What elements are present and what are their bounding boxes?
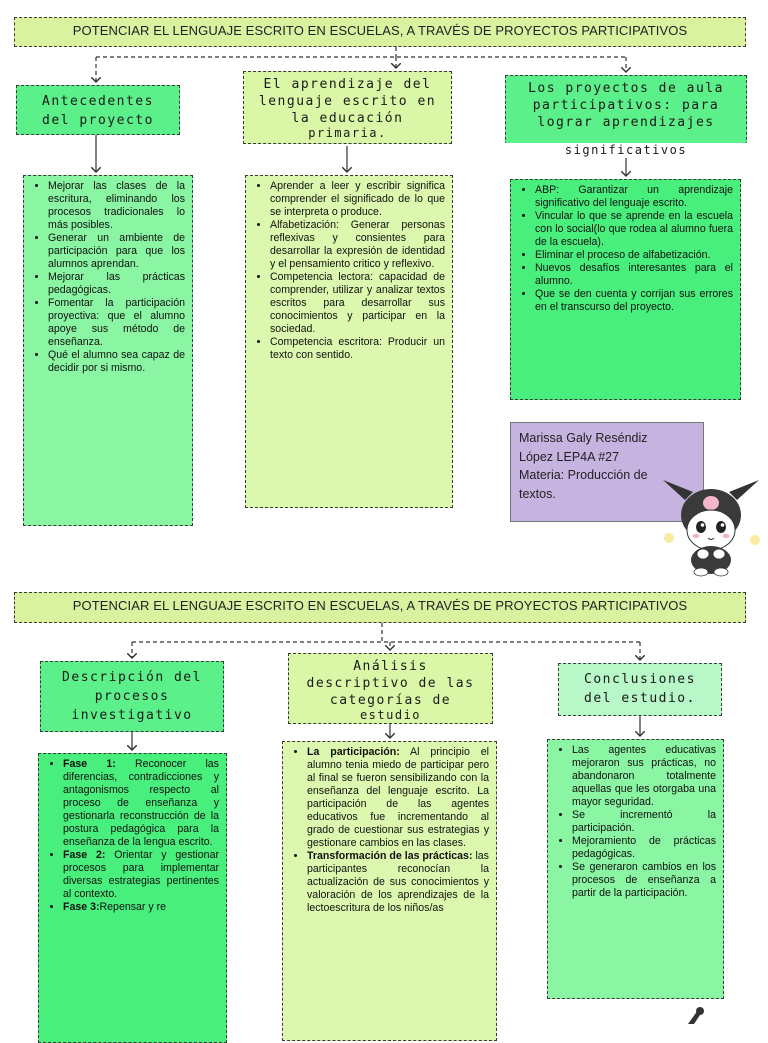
antecedentes-list xyxy=(30,180,185,375)
descripcion-list xyxy=(45,758,219,914)
list-item: • ABP: Garantizar un aprendizaje significativo del lenguaje escrito. xyxy=(535,184,733,210)
proyectos-header-line: lograr aprendizajes xyxy=(537,115,715,130)
top-title: POTENCIAR EL LENGUAJE ESCRITO EN ESCUELAS, A TRAVÉS DE PROYECTOS PARTICIPATIVOS xyxy=(72,23,688,38)
descripcion-header xyxy=(40,661,224,732)
antecedentes-header-line: del proyecto xyxy=(42,113,154,128)
list-item: • Nuevos desafíos interesantes para el alumno. xyxy=(535,262,733,288)
antecedentes-header-line: Antecedentes xyxy=(42,94,154,109)
conclusiones-box xyxy=(547,739,724,999)
category-text: Al principio el alumno tenia miedo de participar pero al final se fueron sensibilizando con la enseñanza del lenguaje escrito. La participación de las agentes educativos fue incrementando al grado de cuestionar sus estrategias y gestionare cambios en las clases. xyxy=(307,746,489,849)
aprendizaje-header-line: primaria. xyxy=(308,126,387,140)
list-item: • Competencia escritora: Producir un texto con sentido. xyxy=(270,336,445,362)
list-item: • Mejorar las prácticas pedagógicas. xyxy=(48,271,185,297)
fase-label: Fase 3: xyxy=(63,901,100,913)
list-item xyxy=(63,901,219,914)
aprendizaje-header-line: lenguaje escrito en xyxy=(258,94,437,109)
list-item: • Qué el alumno sea capaz de decidir por si mismo. xyxy=(48,349,185,375)
list-item: • Que se den cuenta y corrijan sus errores en el transcurso del proyecto. xyxy=(535,288,733,314)
author-line: textos. xyxy=(519,486,556,501)
list-item: • Eliminar el proceso de alfabetización. xyxy=(535,249,733,262)
category-label: La participación: xyxy=(307,746,400,758)
proyectos-header-overflow: significativos xyxy=(505,143,747,158)
aprendizaje-header xyxy=(243,71,452,144)
analisis-header xyxy=(288,653,493,724)
conclusiones-header xyxy=(558,663,722,716)
aprendizaje-box xyxy=(245,175,453,508)
list-item: • Las agentes educativas mejoraron sus prácticas, no abandonaron totalmente aquellas que les otorgaba una mayor seguridad. xyxy=(572,744,716,809)
conclusiones-list xyxy=(554,744,716,900)
fase-label: Fase 2: xyxy=(63,849,106,861)
proyectos-box xyxy=(510,179,741,400)
descripcion-header-line: investigativo xyxy=(71,708,193,723)
list-item: • Mejorar las clases de la escritura, eliminando los procesos tradicionales lo más posibles. xyxy=(48,180,185,232)
aprendizaje-header-line: El aprendizaje del xyxy=(263,77,432,92)
conclusiones-header-line: del estudio. xyxy=(584,691,696,706)
proyectos-header-line: participativos: para xyxy=(532,98,720,113)
proyectos-list xyxy=(517,184,733,314)
list-item: • Mejoramiento de prácticas pedagógicas. xyxy=(572,835,716,861)
antecedentes-box xyxy=(23,175,193,526)
author-line: Marissa Galy Reséndiz xyxy=(519,431,648,445)
analisis-header-line: categorías de xyxy=(329,693,452,708)
list-item: • Aprender a leer y escribir significa comprender el significado de lo que se interpreta o produce. xyxy=(270,180,445,219)
list-item: • Alfabetización: Generar personas reflexivas y consientes para desarrollar la expresión de identidad y el pensamiento critico y reflexivo. xyxy=(270,219,445,271)
list-item: • Generar un ambiente de participación para que los alumnos aprendan. xyxy=(48,232,185,271)
list-item: • Competencia lectora: capacidad de comprender, utilizar y analizar textos escritos para desarrollar sus conocimientos y participar en la sociedad. xyxy=(270,271,445,336)
analisis-box xyxy=(282,741,497,1041)
top-title-bar xyxy=(14,17,746,47)
conclusiones-header-line: Conclusiones xyxy=(584,672,696,687)
proyectos-header xyxy=(505,75,747,145)
analisis-header-line: estudio xyxy=(359,708,422,722)
list-item xyxy=(63,849,219,901)
aprendizaje-list xyxy=(252,180,445,362)
antecedentes-header xyxy=(16,85,180,135)
category-label: Transformación de las prácticas: xyxy=(307,850,473,862)
analisis-header-line: descriptivo de las xyxy=(306,676,475,691)
descripcion-box xyxy=(38,753,227,1043)
fase-label: Fase 1: xyxy=(63,758,116,770)
descripcion-header-line: procesos xyxy=(94,689,170,704)
mascot-partial-icon xyxy=(680,1004,710,1024)
bottom-title-bar xyxy=(14,592,746,623)
list-item xyxy=(307,850,489,915)
mascot-character-icon xyxy=(655,470,767,582)
list-item xyxy=(307,746,489,850)
fase-text: Repensar y re xyxy=(99,901,167,913)
author-line: López LEP4A #27 xyxy=(519,449,620,464)
author-line: Materia: Producción de xyxy=(519,468,648,482)
descripcion-header-line: Descripción del xyxy=(62,670,202,685)
list-item: • Vincular lo que se aprende en la escuela con lo social(lo que rodea al alumno fuera de la escuela). xyxy=(535,210,733,249)
analisis-list xyxy=(289,746,489,915)
category-text: las participantes reconocían la actualización de sus conocimientos y valoración de los aprendizajes de la lectoescritura de los niños/as xyxy=(307,850,489,914)
list-item: • Se generaron cambios en los procesos de enseñanza a partir de la participación. xyxy=(572,861,716,900)
analisis-header-line: Análisis xyxy=(353,659,428,674)
bottom-title: POTENCIAR EL LENGUAJE ESCRITO EN ESCUELAS, A TRAVÉS DE PROYECTOS PARTICIPATIVOS xyxy=(72,598,688,613)
list-item: • Fomentar la participación proyectiva: que el alumno apoye sus método de enseñanza. xyxy=(48,297,185,349)
list-item: • Se incrementó la participación. xyxy=(572,809,716,835)
fase-text: Orientar y gestionar procesos para implementar diversas estrategias pertinentes al contexto. xyxy=(63,849,219,900)
proyectos-header-line: Los proyectos de aula xyxy=(528,81,724,96)
aprendizaje-header-line: la educación xyxy=(291,111,404,126)
list-item xyxy=(63,758,219,849)
fase-text: Reconocer las diferencias, contradicciones y antagonismos respecto al proceso de enseñanza y gestionarla reconstrucción de la postura pedagógica para la enseñanza de la lengua escrito. xyxy=(63,758,219,848)
